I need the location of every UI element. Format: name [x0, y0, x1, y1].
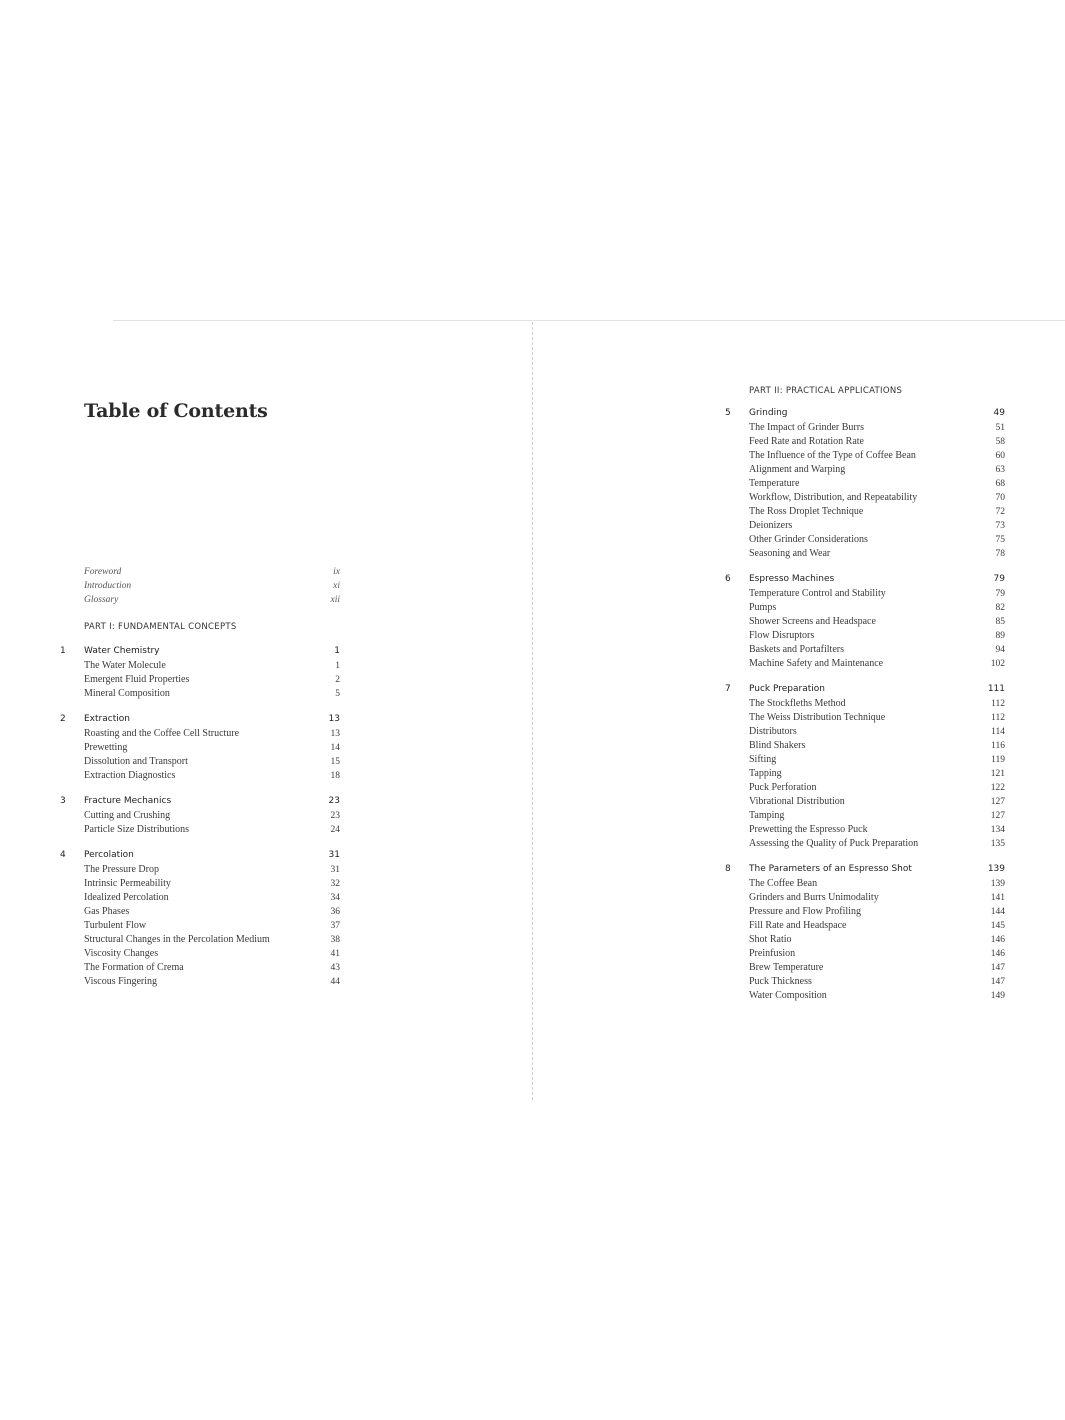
- chapter-block: [55, 643, 355, 701]
- part-heading: PART I: FUNDAMENTAL CONCEPTS: [84, 622, 237, 632]
- section-label: Pumps: [749, 602, 777, 613]
- chapter-heading[interactable]: [55, 711, 355, 727]
- section-page-number: 85: [995, 617, 1005, 627]
- section-page-number: 70: [995, 493, 1005, 503]
- chapter-heading[interactable]: [55, 643, 355, 659]
- chapter-title: Extraction: [84, 714, 130, 724]
- section-entry[interactable]: [84, 891, 355, 905]
- section-entry[interactable]: [749, 781, 1020, 795]
- section-label: Fill Rate and Headspace: [749, 920, 847, 931]
- section-label: Shower Screens and Headspace: [749, 616, 876, 627]
- section-page-number: 147: [990, 977, 1005, 987]
- section-page-number: 144: [990, 907, 1005, 917]
- page-title: Table of Contents: [84, 400, 268, 422]
- chapter-heading[interactable]: [55, 847, 355, 863]
- section-label: Baskets and Portafilters: [749, 644, 844, 655]
- section-entry[interactable]: [84, 727, 355, 741]
- section-entry[interactable]: [749, 933, 1020, 947]
- section-page-number: 78: [995, 549, 1005, 559]
- chapter-heading[interactable]: [55, 793, 355, 809]
- section-page-number: 127: [990, 797, 1005, 807]
- section-entry[interactable]: [749, 477, 1020, 491]
- section-entry[interactable]: [749, 435, 1020, 449]
- section-page-number: 63: [995, 465, 1005, 475]
- chapter-title: Grinding: [749, 408, 788, 418]
- chapter-number: 8: [725, 864, 731, 874]
- chapter-heading[interactable]: [720, 681, 1020, 697]
- chapter-title: Fracture Mechanics: [84, 796, 172, 806]
- section-entry[interactable]: [749, 725, 1020, 739]
- section-list: [749, 421, 1020, 561]
- section-page-number: 60: [995, 451, 1005, 461]
- section-entry[interactable]: [84, 975, 355, 989]
- section-entry[interactable]: [749, 629, 1020, 643]
- section-page-number: 68: [995, 479, 1005, 489]
- section-page-number: 44: [330, 977, 340, 987]
- section-label: Extraction Diagnostics: [84, 770, 176, 781]
- chapter-title: Water Chemistry: [84, 646, 160, 656]
- section-entry[interactable]: [749, 657, 1020, 671]
- chapter-block: [55, 793, 355, 837]
- section-label: Particle Size Distributions: [84, 824, 189, 835]
- section-entry[interactable]: [749, 905, 1020, 919]
- section-label: Shot Ratio: [749, 934, 792, 945]
- section-entry[interactable]: [749, 463, 1020, 477]
- section-page-number: 134: [990, 825, 1005, 835]
- toc-left-page: [55, 565, 355, 999]
- section-label: The Weiss Distribution Technique: [749, 712, 886, 723]
- section-entry[interactable]: [84, 933, 355, 947]
- section-entry[interactable]: [84, 769, 355, 783]
- section-label: The Pressure Drop: [84, 864, 159, 875]
- section-label: Turbulent Flow: [84, 920, 147, 931]
- section-label: Cutting and Crushing: [84, 810, 171, 821]
- section-entry[interactable]: [749, 891, 1020, 905]
- section-label: Puck Perforation: [749, 782, 817, 793]
- section-label: The Impact of Grinder Burrs: [749, 422, 864, 433]
- chapter-number: 5: [725, 408, 731, 418]
- section-entry[interactable]: [749, 919, 1020, 933]
- section-page-number: 41: [330, 949, 340, 959]
- section-entry[interactable]: [749, 519, 1020, 533]
- section-list: [749, 587, 1020, 671]
- chapter-block: [720, 571, 1020, 671]
- section-label: Brew Temperature: [749, 962, 824, 973]
- section-page-number: 116: [991, 741, 1005, 751]
- section-entry[interactable]: [749, 697, 1020, 711]
- section-entry[interactable]: [84, 659, 355, 673]
- section-entry[interactable]: [84, 741, 355, 755]
- section-list: [84, 659, 355, 701]
- section-entry[interactable]: [84, 961, 355, 975]
- section-page-number: 147: [990, 963, 1005, 973]
- section-label: Temperature: [749, 478, 800, 489]
- section-entry[interactable]: [749, 739, 1020, 753]
- section-entry[interactable]: [84, 947, 355, 961]
- section-entry[interactable]: [749, 421, 1020, 435]
- section-page-number: 89: [995, 631, 1005, 641]
- section-page-number: 149: [990, 991, 1005, 1001]
- section-list: [749, 697, 1020, 851]
- section-page-number: 75: [995, 535, 1005, 545]
- section-label: Distributors: [749, 726, 797, 737]
- chapter-title: The Parameters of an Espresso Shot: [749, 864, 912, 874]
- section-page-number: 24: [330, 825, 340, 835]
- section-label: Preinfusion: [749, 948, 796, 959]
- page-gutter-divider: [532, 322, 533, 1100]
- section-page-number: 5: [335, 689, 340, 699]
- section-page-number: 119: [991, 755, 1005, 765]
- chapter-number: 4: [60, 850, 66, 860]
- section-entry[interactable]: [749, 449, 1020, 463]
- section-page-number: 38: [330, 935, 340, 945]
- section-entry[interactable]: [749, 947, 1020, 961]
- chapter-number: 6: [725, 574, 731, 584]
- toc-entry[interactable]: [84, 593, 355, 607]
- section-page-number: 43: [330, 963, 340, 973]
- section-label: Viscosity Changes: [84, 948, 159, 959]
- chapter-block: [720, 405, 1020, 561]
- section-label: Tamping: [749, 810, 785, 821]
- section-list: [84, 863, 355, 989]
- section-label: Intrinsic Permeability: [84, 878, 171, 889]
- section-entry[interactable]: [749, 491, 1020, 505]
- section-page-number: 122: [990, 783, 1005, 793]
- section-entry[interactable]: [84, 755, 355, 769]
- section-label: Deionizers: [749, 520, 793, 531]
- section-label: Tapping: [749, 768, 782, 779]
- section-label: Mineral Composition: [84, 688, 170, 699]
- chapter-number: 3: [60, 796, 66, 806]
- section-label: The Coffee Bean: [749, 878, 818, 889]
- section-label: Emergent Fluid Properties: [84, 674, 190, 685]
- section-entry[interactable]: [749, 989, 1020, 1003]
- section-page-number: 36: [330, 907, 340, 917]
- section-label: Workflow, Distribution, and Repeatability: [749, 492, 918, 503]
- section-page-number: 51: [995, 423, 1005, 433]
- section-entry[interactable]: [84, 809, 355, 823]
- section-page-number: 23: [330, 811, 340, 821]
- section-page-number: 102: [990, 659, 1005, 669]
- section-entry[interactable]: [84, 823, 355, 837]
- section-page-number: 139: [990, 879, 1005, 889]
- toc-entry[interactable]: [84, 579, 355, 593]
- part-heading: PART II: PRACTICAL APPLICATIONS: [749, 386, 903, 396]
- section-page-number: 15: [330, 757, 340, 767]
- section-label: Feed Rate and Rotation Rate: [749, 436, 864, 447]
- section-entry[interactable]: [84, 919, 355, 933]
- chapter-heading[interactable]: [720, 861, 1020, 877]
- section-page-number: 112: [991, 699, 1005, 709]
- section-label: Blind Shakers: [749, 740, 806, 751]
- page-top-rule: [113, 320, 1065, 321]
- entry-label: Glossary: [84, 595, 119, 605]
- section-entry[interactable]: [749, 711, 1020, 725]
- section-page-number: 141: [990, 893, 1005, 903]
- section-entry[interactable]: [749, 767, 1020, 781]
- section-label: Sifting: [749, 754, 777, 765]
- section-page-number: 82: [995, 603, 1005, 613]
- chapter-block: [720, 681, 1020, 851]
- section-label: Idealized Percolation: [84, 892, 169, 903]
- toc-entry[interactable]: [84, 565, 355, 579]
- section-page-number: 127: [990, 811, 1005, 821]
- section-page-number: 73: [995, 521, 1005, 531]
- entry-page-number: ix: [333, 567, 340, 577]
- chapter-title: Espresso Machines: [749, 574, 835, 584]
- chapter-heading[interactable]: [720, 405, 1020, 421]
- section-page-number: 31: [330, 865, 340, 875]
- chapter-heading[interactable]: [720, 571, 1020, 587]
- section-page-number: 72: [995, 507, 1005, 517]
- section-label: Dissolution and Transport: [84, 756, 188, 767]
- section-entry[interactable]: [749, 505, 1020, 519]
- section-entry[interactable]: [749, 975, 1020, 989]
- section-list: [84, 809, 355, 837]
- chapter-page-number: 139: [987, 864, 1005, 874]
- section-label: Structural Changes in the Percolation Medium: [84, 934, 270, 945]
- chapter-block: [55, 847, 355, 989]
- section-entry[interactable]: [84, 877, 355, 891]
- section-entry[interactable]: [749, 533, 1020, 547]
- section-list: [749, 877, 1020, 1003]
- section-page-number: 18: [330, 771, 340, 781]
- section-page-number: 14: [330, 743, 340, 753]
- section-page-number: 13: [330, 729, 340, 739]
- chapter-number: 1: [60, 646, 66, 656]
- section-entry[interactable]: [84, 905, 355, 919]
- section-label: Vibrational Distribution: [749, 796, 845, 807]
- section-entry[interactable]: [84, 687, 355, 701]
- section-entry[interactable]: [749, 601, 1020, 615]
- section-entry[interactable]: [749, 877, 1020, 891]
- section-entry[interactable]: [749, 795, 1020, 809]
- section-entry[interactable]: [749, 809, 1020, 823]
- section-label: Other Grinder Considerations: [749, 534, 868, 545]
- section-label: Roasting and the Coffee Cell Structure: [84, 728, 240, 739]
- chapter-number: 7: [725, 684, 731, 694]
- section-label: The Stockfleths Method: [749, 698, 846, 709]
- section-label: Assessing the Quality of Puck Preparation: [749, 838, 919, 849]
- section-page-number: 114: [991, 727, 1005, 737]
- section-page-number: 1: [335, 661, 340, 671]
- section-entry[interactable]: [84, 863, 355, 877]
- section-page-number: 34: [330, 893, 340, 903]
- section-label: Gas Phases: [84, 906, 130, 917]
- section-label: Machine Safety and Maintenance: [749, 658, 884, 669]
- section-label: The Water Molecule: [84, 660, 166, 671]
- chapter-page-number: 31: [328, 850, 340, 860]
- section-page-number: 2: [335, 675, 340, 685]
- section-label: Viscous Fingering: [84, 976, 158, 987]
- section-page-number: 79: [995, 589, 1005, 599]
- section-page-number: 37: [330, 921, 340, 931]
- chapter-block: [720, 861, 1020, 1003]
- section-label: Flow Disruptors: [749, 630, 815, 641]
- section-label: Alignment and Warping: [749, 464, 846, 475]
- section-entry[interactable]: [749, 547, 1020, 561]
- chapter-number: 2: [60, 714, 66, 724]
- chapter-list: [720, 405, 1020, 1003]
- section-page-number: 58: [995, 437, 1005, 447]
- entry-label: Foreword: [84, 567, 122, 577]
- entry-page-number: xii: [330, 595, 340, 605]
- section-label: Puck Thickness: [749, 976, 812, 987]
- entry-page-number: xi: [333, 581, 340, 591]
- section-page-number: 121: [990, 769, 1005, 779]
- chapter-page-number: 13: [328, 714, 340, 724]
- prelims-list: [84, 565, 355, 607]
- section-label: Grinders and Burrs Unimodality: [749, 892, 879, 903]
- chapter-title: Puck Preparation: [749, 684, 825, 694]
- section-entry[interactable]: [749, 643, 1020, 657]
- toc-right-page: [720, 383, 1020, 1013]
- chapter-page-number: 49: [993, 408, 1005, 418]
- section-page-number: 145: [990, 921, 1005, 931]
- section-page-number: 135: [990, 839, 1005, 849]
- section-label: Temperature Control and Stability: [749, 588, 886, 599]
- chapter-page-number: 1: [334, 646, 340, 656]
- chapter-block: [55, 711, 355, 783]
- chapter-page-number: 23: [328, 796, 340, 806]
- section-label: Prewetting the Espresso Puck: [749, 824, 868, 835]
- chapter-title: Percolation: [84, 850, 134, 860]
- section-entry[interactable]: [84, 673, 355, 687]
- section-page-number: 32: [330, 879, 340, 889]
- section-label: The Formation of Crema: [84, 962, 184, 973]
- section-entry[interactable]: [749, 753, 1020, 767]
- chapter-page-number: 79: [993, 574, 1005, 584]
- section-label: Seasoning and Wear: [749, 548, 831, 559]
- chapter-page-number: 111: [987, 684, 1005, 694]
- section-label: The Influence of the Type of Coffee Bean: [749, 450, 916, 461]
- section-entry[interactable]: [749, 587, 1020, 601]
- section-entry[interactable]: [749, 823, 1020, 837]
- section-page-number: 94: [995, 645, 1005, 655]
- section-entry[interactable]: [749, 615, 1020, 629]
- section-entry[interactable]: [749, 837, 1020, 851]
- section-page-number: 146: [990, 949, 1005, 959]
- chapter-list: [55, 643, 355, 989]
- section-list: [84, 727, 355, 783]
- section-page-number: 112: [991, 713, 1005, 723]
- section-label: Water Composition: [749, 990, 827, 1001]
- section-label: The Ross Droplet Technique: [749, 506, 864, 517]
- section-page-number: 146: [990, 935, 1005, 945]
- section-label: Prewetting: [84, 742, 128, 753]
- section-entry[interactable]: [749, 961, 1020, 975]
- entry-label: Introduction: [84, 581, 132, 591]
- section-label: Pressure and Flow Profiling: [749, 906, 861, 917]
